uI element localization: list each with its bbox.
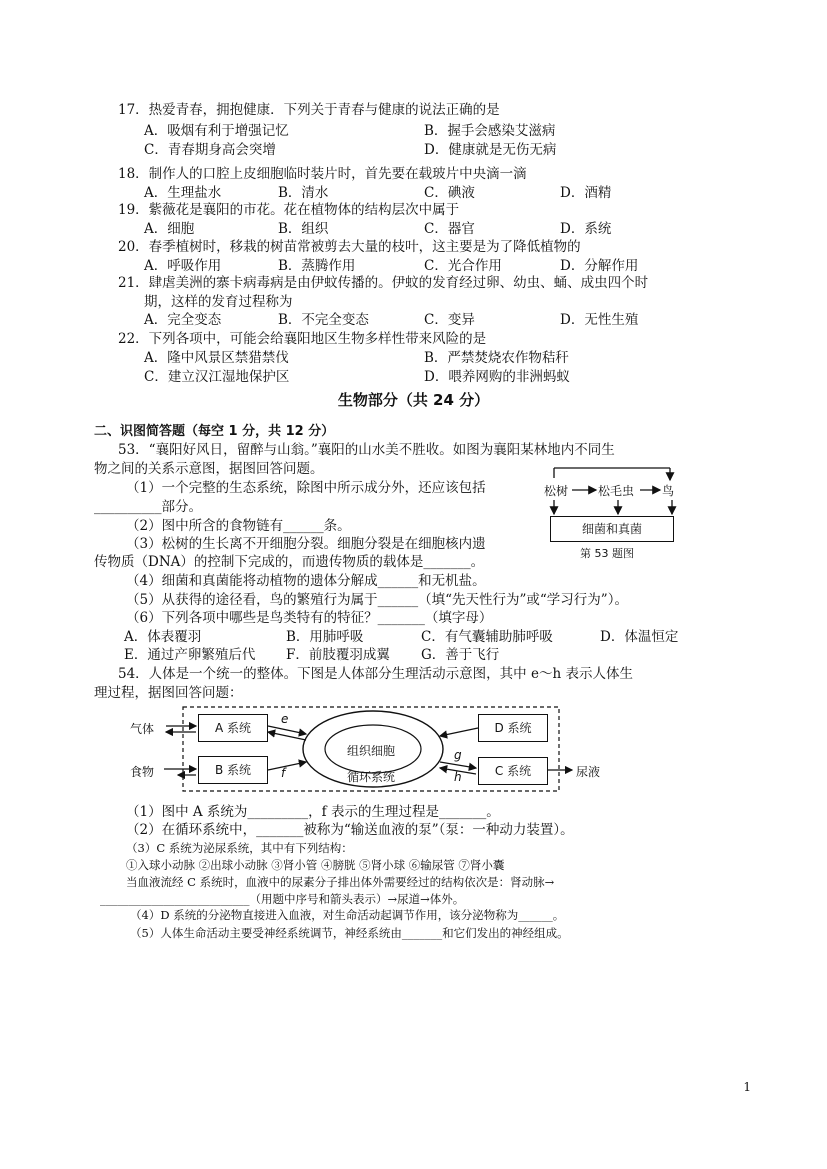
q17-option-c: C．青春期身高会突增: [144, 142, 276, 158]
q20-option-d: D．分解作用: [560, 258, 639, 274]
q53-part3-a: （3）松树的生长离不开细胞分裂。细胞分裂是在细胞核内遗: [126, 536, 486, 552]
section-title: 生物部分（共 24 分）: [337, 391, 490, 409]
bird-label: 鸟: [662, 484, 675, 498]
q22-option-d: D．喂养网购的非洲蚂蚁: [424, 369, 570, 385]
q54-part1: （1）图中 A 系统为_________，f 表示的生理过程是_______。: [126, 804, 500, 820]
gas-label: 气体: [130, 722, 155, 736]
q53-part1-a: （1）一个完整的生态系统，除图中所示成分外，还应该包括: [126, 480, 486, 496]
q53-opt-e: E．通过产卵繁殖后代: [124, 647, 256, 663]
food-label: 食物: [130, 765, 155, 779]
process-e-label: e: [281, 712, 289, 726]
system-b-box: B 系统: [198, 756, 268, 784]
q54-part3-c: __________________________（用题中序号和箭头表示）→尿道→体外。: [100, 892, 465, 906]
q53-food-web-diagram: [540, 462, 690, 562]
caterpillar-label: 松毛虫: [598, 484, 635, 498]
process-g-label: g: [454, 748, 462, 762]
q53-part1-b: __________部分。: [94, 499, 202, 515]
q54-part4: （4）D 系统的分泌物直接进入血液，对生命活动起调节作用，该分泌物称为______。: [130, 908, 565, 922]
q17-option-d: D．健康就是无伤无病: [424, 142, 557, 158]
q18-option-c: C．碘液: [424, 185, 475, 201]
q53-opt-b: B．用肺呼吸: [286, 629, 364, 645]
q54-part2: （2）在循环系统中，_______被称为“输送血液的泵”（泵：一种动力装置）。: [126, 822, 574, 838]
q21-option-b: B．不完全变态: [278, 312, 369, 328]
system-a-box: A 系统: [198, 714, 268, 742]
q18-stem: 18．制作人的口腔上皮细胞临时装片时，首先要在载玻片中央滴一滴: [118, 166, 527, 182]
q54-intro-line1: 54．人体是一个统一的整体。下图是人体部分生理活动示意图，其中 e～h 表示人体生: [118, 666, 633, 682]
q53-opt-g: G．善于飞行: [421, 647, 500, 663]
q22-option-b: B．严禁焚烧农作物秸秆: [424, 350, 569, 366]
q54-part3-list: ①入球小动脉 ②出球小动脉 ③肾小管 ④膀胱 ⑤肾小球 ⑥输尿管 ⑦肾小囊: [126, 858, 505, 872]
q18-option-d: D．酒精: [560, 185, 612, 201]
q17-option-b: B．握手会感染艾滋病: [424, 123, 556, 139]
q20-option-c: C．光合作用: [424, 258, 502, 274]
tissue-cells-label: 组织细胞: [347, 744, 396, 758]
q20-option-a: A．呼吸作用: [144, 258, 222, 274]
circulatory-system-label: 循环系统: [347, 770, 396, 784]
q18-option-a: A．生理盐水: [144, 185, 222, 201]
q17-option-a: A．吸烟有利于增强记忆: [144, 123, 289, 139]
q22-stem: 22．下列各项中，可能会给襄阳地区生物多样性带来风险的是: [118, 331, 487, 347]
q19-option-c: C．器官: [424, 221, 475, 237]
q19-option-b: B．组织: [278, 221, 329, 237]
system-d-box: D 系统: [478, 714, 548, 742]
q53-opt-c: C．有气囊辅助肺呼吸: [421, 629, 553, 645]
q53-intro-line2: 物之间的关系示意图，据图回答问题。: [94, 461, 324, 477]
urine-label: 尿液: [576, 765, 601, 779]
q53-opt-a: A．体表覆羽: [124, 629, 202, 645]
part2-title: 二、识图简答题（每空 1 分，共 12 分）: [94, 424, 335, 439]
q22-option-a: A．隆中风景区禁猎禁伐: [144, 350, 289, 366]
q53-part2: （2）图中所含的食物链有______条。: [126, 518, 351, 534]
q19-stem: 19．紫薇花是襄阳的市花。花在植物体的结构层次中属于: [118, 202, 460, 218]
q54-part5: （5）人体生命活动主要受神经系统调节，神经系统由_______和它们发出的神经组成。: [130, 926, 569, 940]
q21-option-c: C．变异: [424, 312, 475, 328]
q20-option-b: B．蒸腾作用: [278, 258, 356, 274]
pine-label: 松树: [544, 484, 569, 498]
q18-option-b: B．清水: [278, 185, 329, 201]
q19-option-a: A．细胞: [144, 221, 195, 237]
system-c-box: C 系统: [478, 757, 548, 785]
q53-figure-caption: 第 53 题图: [580, 547, 634, 560]
q20-stem: 20．春季植树时，移栽的树苗常被剪去大量的枝叶，这主要是为了降低植物的: [118, 239, 581, 255]
q53-intro-line1: 53．“襄阳好风日，留醉与山翁。”襄阳的山水美不胜收。如图为襄阳某林地内不同生: [118, 442, 615, 458]
q21-stem-line2: 期，这样的发育过程称为: [144, 294, 293, 310]
q22-option-c: C．建立汉江湿地保护区: [144, 369, 290, 385]
process-f-label: f: [281, 766, 286, 780]
q19-option-d: D．系统: [560, 221, 612, 237]
q54-intro-line2: 理过程，据图回答问题：: [94, 685, 243, 701]
q21-option-d: D．无性生殖: [560, 312, 639, 328]
q53-opt-d: D．体温恒定: [600, 629, 679, 645]
q53-part5: （5）从获得的途径看，鸟的繁殖行为属于______（填“先天性行为”或“学习行为”）。: [126, 592, 628, 608]
q21-option-a: A．完全变态: [144, 312, 222, 328]
q54-part3-b: 当血液流经 C 系统时，血液中的尿素分子排出体外需要经过的结构依次是：肾动脉→: [126, 875, 555, 889]
decomposer-box: 细菌和真菌: [550, 516, 674, 542]
q53-part3-b: 传物质（DNA）的控制下完成的，而遗传物质的载体是_______。: [94, 554, 485, 570]
q54-part3: （3）C 系统为泌尿系统，其中有下列结构：: [126, 841, 353, 855]
q53-part6: （6）下列各项中哪些是鸟类特有的特征？_______（填字母）: [126, 610, 493, 626]
q54-body-systems-diagram: [128, 704, 608, 796]
q53-part4: （4）细菌和真菌能将动植物的遗体分解成______和无机盐。: [126, 573, 486, 589]
page-number: 1: [743, 1080, 751, 1094]
q53-opt-f: F．前肢覆羽成翼: [286, 647, 390, 663]
q17-stem: 17．热爱青春，拥抱健康．下列关于青春与健康的说法正确的是: [118, 102, 500, 118]
q21-stem-line1: 21．肆虐美洲的寨卡病毒病是由伊蚊传播的。伊蚊的发育经过卵、幼虫、蛹、成虫四个时: [118, 275, 649, 291]
process-h-label: h: [454, 770, 462, 784]
